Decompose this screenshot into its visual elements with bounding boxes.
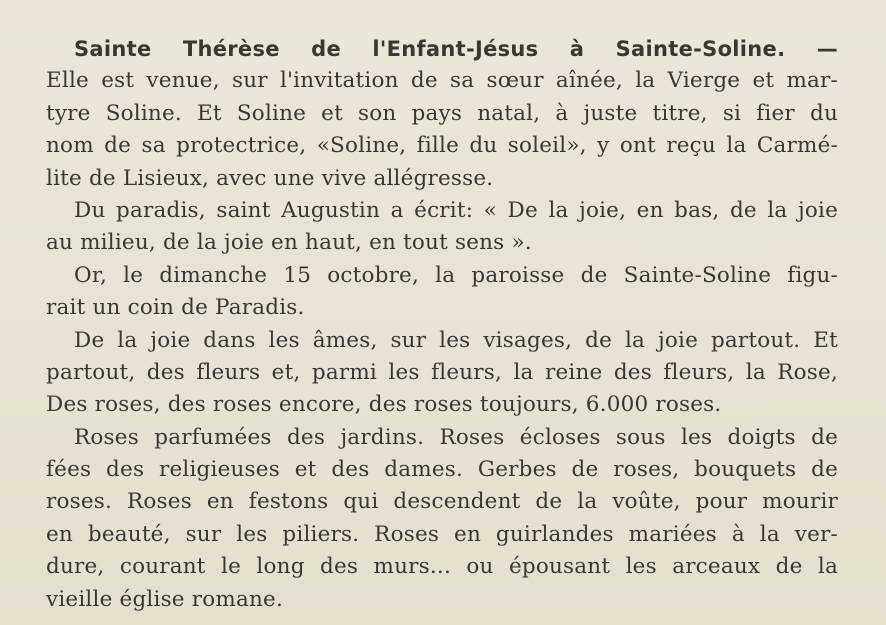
- text-line: partout, des fleurs et, parmi les fleurs, la reine des fleurs, la Rose,: [46, 359, 838, 385]
- text-line: au milieu, de la joie en haut, en tout sens ».: [46, 230, 532, 256]
- text-line: rait un coin de Paradis.: [46, 295, 305, 321]
- text-line: Du paradis, saint Augustin a écrit: « De la joie, en bas, de la joie: [74, 197, 838, 223]
- text-line: tyre Soline. Et Soline et son pays natal, à juste titre, si fier du: [46, 100, 838, 126]
- text-line: Roses parfumées des jardins. Roses écloses sous les doigts de: [74, 424, 838, 450]
- article-title-line: [46, 33, 838, 65]
- text-line: vieille église romane.: [46, 586, 283, 612]
- text-line: lite de Lisieux, avec une vive allégresse.: [46, 165, 494, 191]
- text-line: Des roses, des roses encore, des roses toujours, 6.000 roses.: [46, 392, 722, 418]
- text-line: dure, courant le long des murs... ou épousant les arceaux de la: [46, 554, 838, 580]
- text-line: De la joie dans les âmes, sur les visages, de la joie partout. Et: [74, 327, 838, 353]
- text-line: nom de sa protectrice, «Soline, fille du soleil», y ont reçu la Carmé-: [46, 133, 838, 159]
- text-line: Elle est venue, sur l'invitation de sa sœur aînée, la Vierge et mar-: [46, 68, 838, 94]
- article-body: [46, 33, 838, 616]
- text-line: fées des religieuses et des dames. Gerbes de roses, bouquets de: [46, 457, 838, 483]
- text-line: en beauté, sur les piliers. Roses en guirlandes mariées à la ver-: [46, 521, 838, 547]
- text-line: roses. Roses en festons qui descendent de la voûte, pour mourir: [46, 489, 838, 515]
- text-line: Or, le dimanche 15 octobre, la paroisse de Sainte-Soline figu-: [74, 262, 838, 288]
- article-title: Sainte Thérèse de l'Enfant-Jésus à Sainte-Soline. —: [74, 37, 838, 61]
